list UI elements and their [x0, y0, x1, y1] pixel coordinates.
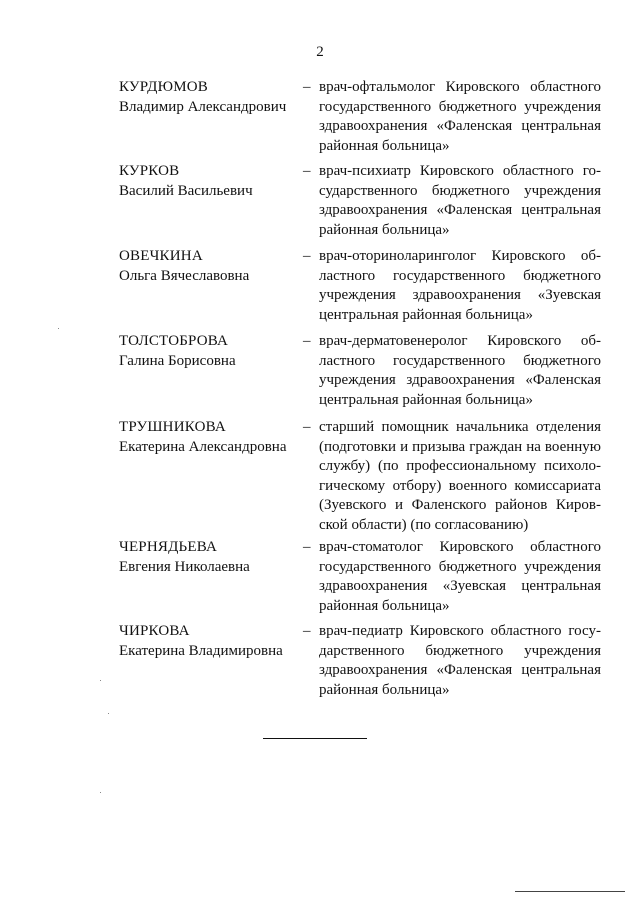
position-line: ластного государственного бюджетного — [319, 267, 601, 284]
member-position — [319, 247, 601, 325]
position-line: врач-оториноларинголог Кировского об- — [319, 248, 601, 264]
member-given-names: Василий Васильевич — [119, 182, 253, 199]
position-line: (Зуевского и Фаленского районов Киров- — [319, 497, 601, 513]
scan-speck — [100, 792, 101, 793]
position-line: центральная районная больница» — [319, 306, 533, 323]
member-surname: ТРУШНИКОВА — [119, 419, 226, 435]
position-line: центральная районная больница» — [319, 391, 533, 408]
position-line: (подготовки и призыва граждан на военную — [319, 438, 601, 455]
scan-edge-line — [515, 891, 625, 892]
member-given-names: Владимир Александрович — [119, 98, 287, 115]
member-surname: ОВЕЧКИНА — [119, 248, 203, 264]
member-position — [319, 332, 601, 410]
member-name — [119, 162, 299, 201]
position-line: службу) (по профессиональному психоло- — [319, 458, 601, 474]
position-line: врач-офтальмолог Кировского областного — [319, 79, 601, 95]
member-name — [119, 622, 299, 661]
member-given-names: Галина Борисовна — [119, 352, 236, 369]
scan-speck — [108, 713, 109, 714]
member-position — [319, 622, 601, 700]
position-line: врач-дерматовенеролог Кировского об- — [319, 333, 601, 349]
position-line: гическому отбору) военного комиссариата — [319, 477, 601, 494]
member-name — [119, 247, 299, 286]
position-line: врач-педиатр Кировского областного госу- — [319, 623, 601, 639]
member-name — [119, 418, 299, 457]
position-line: здравоохранения «Фаленская центральная — [319, 202, 601, 218]
member-given-names: Екатерина Владимировна — [119, 642, 283, 659]
member-given-names: Екатерина Александровна — [119, 438, 287, 455]
page-number: 2 — [316, 44, 324, 60]
member-surname: КУРКОВ — [119, 163, 180, 179]
member-surname: ЧЕРНЯДЬЕВА — [119, 539, 217, 555]
position-line: районная больница» — [319, 137, 450, 154]
member-given-names: Евгения Николаевна — [119, 558, 250, 575]
member-surname: КУРДЮМОВ — [119, 79, 208, 95]
end-of-list-rule — [263, 738, 367, 739]
entry-dash: – — [303, 419, 311, 435]
position-line: ской области) (по согласованию) — [319, 516, 529, 533]
position-line: районная больница» — [319, 681, 450, 698]
member-surname: ЧИРКОВА — [119, 623, 190, 639]
position-line: районная больница» — [319, 221, 450, 238]
member-position — [319, 162, 601, 240]
member-surname: ТОЛСТОБРОВА — [119, 333, 229, 349]
position-line: врач-стоматолог Кировского областного — [319, 539, 601, 555]
position-line: здравоохранения «Фаленская центральная — [319, 118, 601, 134]
member-name — [119, 538, 299, 577]
position-line: ластного государственного бюджетного — [319, 352, 601, 369]
position-line: здравоохранения «Фаленская центральная — [319, 662, 601, 678]
position-line: здравоохранения «Зуевская центральная — [319, 578, 601, 594]
position-line: государственного бюджетного учреждения — [319, 558, 601, 575]
position-line: старший помощник начальника отделения — [319, 419, 601, 435]
position-line: государственного бюджетного учреждения — [319, 98, 601, 115]
entry-dash: – — [303, 79, 311, 95]
entry-dash: – — [303, 539, 311, 555]
member-name — [119, 78, 299, 117]
member-given-names: Ольга Вячеславовна — [119, 267, 250, 284]
position-line: учреждения здравоохранения «Зуевская — [319, 287, 601, 303]
position-line: дарственного бюджетного учреждения — [319, 642, 601, 659]
position-line: районная больница» — [319, 597, 450, 614]
scan-speck — [58, 328, 59, 329]
member-name — [119, 332, 299, 371]
entry-dash: – — [303, 623, 311, 639]
entry-dash: – — [303, 248, 311, 264]
entry-dash: – — [303, 163, 311, 179]
position-line: сударственного бюджетного учреждения — [319, 182, 601, 199]
position-line: учреждения здравоохранения «Фаленская — [319, 372, 601, 388]
scan-speck — [100, 680, 101, 681]
member-position — [319, 418, 601, 535]
member-position — [319, 78, 601, 156]
position-line: врач-психиатр Кировского областного го- — [319, 163, 601, 179]
member-position — [319, 538, 601, 616]
entry-dash: – — [303, 333, 311, 349]
